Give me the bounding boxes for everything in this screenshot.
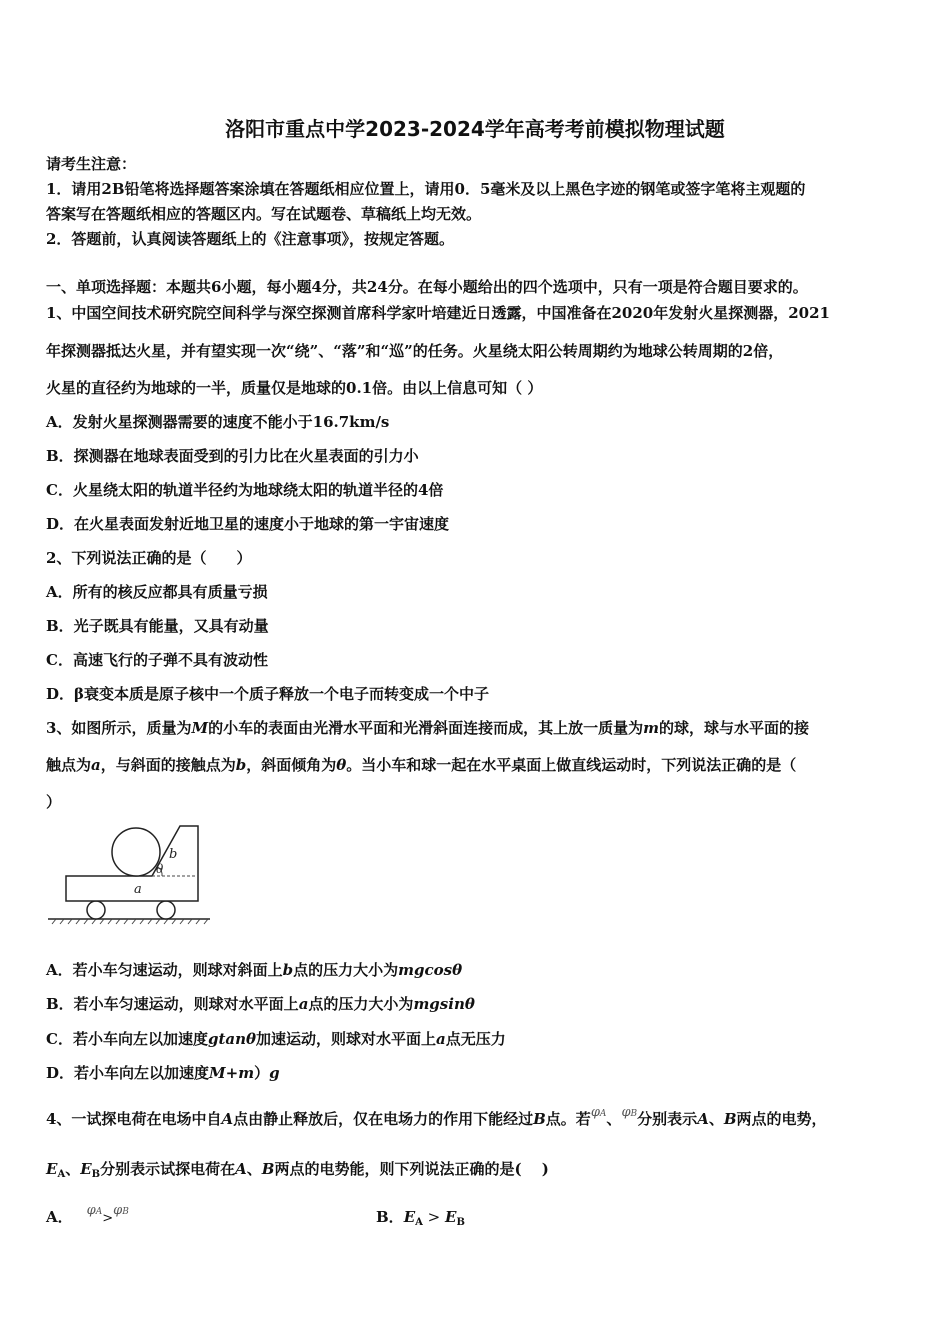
q1-option-a: A．发射火星探测器需要的速度不能小于16.7km/s: [46, 413, 390, 431]
q2-option-c: C．高速飞行的子弹不具有波动性: [46, 651, 268, 669]
phi-b-symbol: φB: [113, 1203, 129, 1218]
q4-stem-line2: $E_A$、$E_B$分别表示试探电荷在A、B两点的电势能，则下列说法正确的是( ): [46, 1160, 549, 1180]
q3-stem-line3: ）: [46, 793, 62, 811]
right-wheel: [157, 901, 175, 919]
q1-stem-c: 火星的直径约为地球的一半，质量仅是地球的0.1倍。由以上信息可知（ ）: [46, 379, 543, 397]
phi-a-symbol: φA: [590, 1105, 607, 1120]
q4-option-a: A． φA>φB: [46, 1203, 129, 1226]
q3-option-c: C．若小车向左以加速度gtanθ加速运动，则球对水平面上a点无压力: [46, 1030, 506, 1048]
notice-heading: 请考生注意：: [46, 155, 137, 173]
q1-option-b: B．探测器在地球表面受到的引力比在火星表面的引力小: [46, 447, 419, 465]
cart-incline-figure: [44, 820, 214, 930]
q1-stem-b: 年探测器抵达火星，并有望实现一次“绕”、“落”和“巡”的任务。火星绕太阳公转周期约为地球公转周期的2倍，: [46, 342, 784, 360]
ball: [112, 828, 160, 876]
q3-option-a: A．若小车匀速运动，则球对斜面上b点的压力大小为mgcosθ: [46, 961, 463, 979]
notice-item-1b: 答案写在答题纸相应的答题区内。写在试题卷、草稿纸上均无效。: [46, 205, 482, 223]
notice-item-2: 2．答题前，认真阅读答题纸上的《注意事项》，按规定答题。: [46, 230, 454, 248]
label-b: b: [169, 847, 178, 862]
q1-option-c: C．火星绕太阳的轨道半径约为地球绕太阳的轨道半径的4倍: [46, 481, 444, 499]
notice-item-1a: 1．请用2B铅笔将选择题答案涂填在答题纸相应位置上，请用0．5毫米及以上黑色字迹的钢笔或签字笔将主观题的: [46, 180, 806, 198]
section-heading: 一、单项选择题：本题共6小题，每小题4分，共24分。在每小题给出的四个选项中，只有一项是符合题目要求的。: [46, 278, 808, 296]
q3-stem-line1: 3、如图所示，质量为M的小车的表面由光滑水平面和光滑斜面连接而成，其上放一质量为m的球，球与水平面的接: [46, 719, 809, 737]
left-wheel: [87, 901, 105, 919]
page-title: 洛阳市重点中学2023-2024学年高考考前模拟物理试题: [225, 117, 725, 141]
q4-stem-line1: 4、一试探电荷在电场中自A点由静止释放后，仅在电场力的作用下能经过B点。若φA、φB分别表示A、B两点的电势，: [46, 1105, 827, 1128]
q2-option-d: D．β衰变本质是原子核中一个质子释放一个电子而转变成一个中子: [46, 685, 489, 703]
q2-stem: 2、下列说法正确的是（ ）: [46, 549, 252, 567]
q3-option-b: B．若小车匀速运动，则球对水平面上a点的压力大小为mgsinθ: [46, 995, 475, 1013]
q4-option-b: B．$E_A > E_B$: [376, 1208, 465, 1228]
q2-option-b: B．光子既具有能量，又具有动量: [46, 617, 269, 635]
q3-option-d: D．若小车向左以加速度M+m）g: [46, 1064, 280, 1082]
q1-option-d: D．在火星表面发射近地卫星的速度小于地球的第一宇宙速度: [46, 515, 450, 533]
phi-b-symbol: φB: [621, 1105, 638, 1120]
q2-option-a: A．所有的核反应都具有质量亏损: [46, 583, 268, 601]
q3-stem-line2: 触点为a，与斜面的接触点为b，斜面倾角为θ。当小车和球一起在水平桌面上做直线运动时，下列说法正确的是（: [46, 756, 797, 774]
phi-a-symbol: φA: [86, 1203, 103, 1218]
q1-stem-a: 1、中国空间技术研究院空间科学与深空探测首席科学家叶培建近日透露，中国准备在2020年发射火星探测器，2021: [46, 304, 830, 322]
label-theta: θ: [156, 862, 164, 876]
label-a: a: [134, 882, 142, 897]
